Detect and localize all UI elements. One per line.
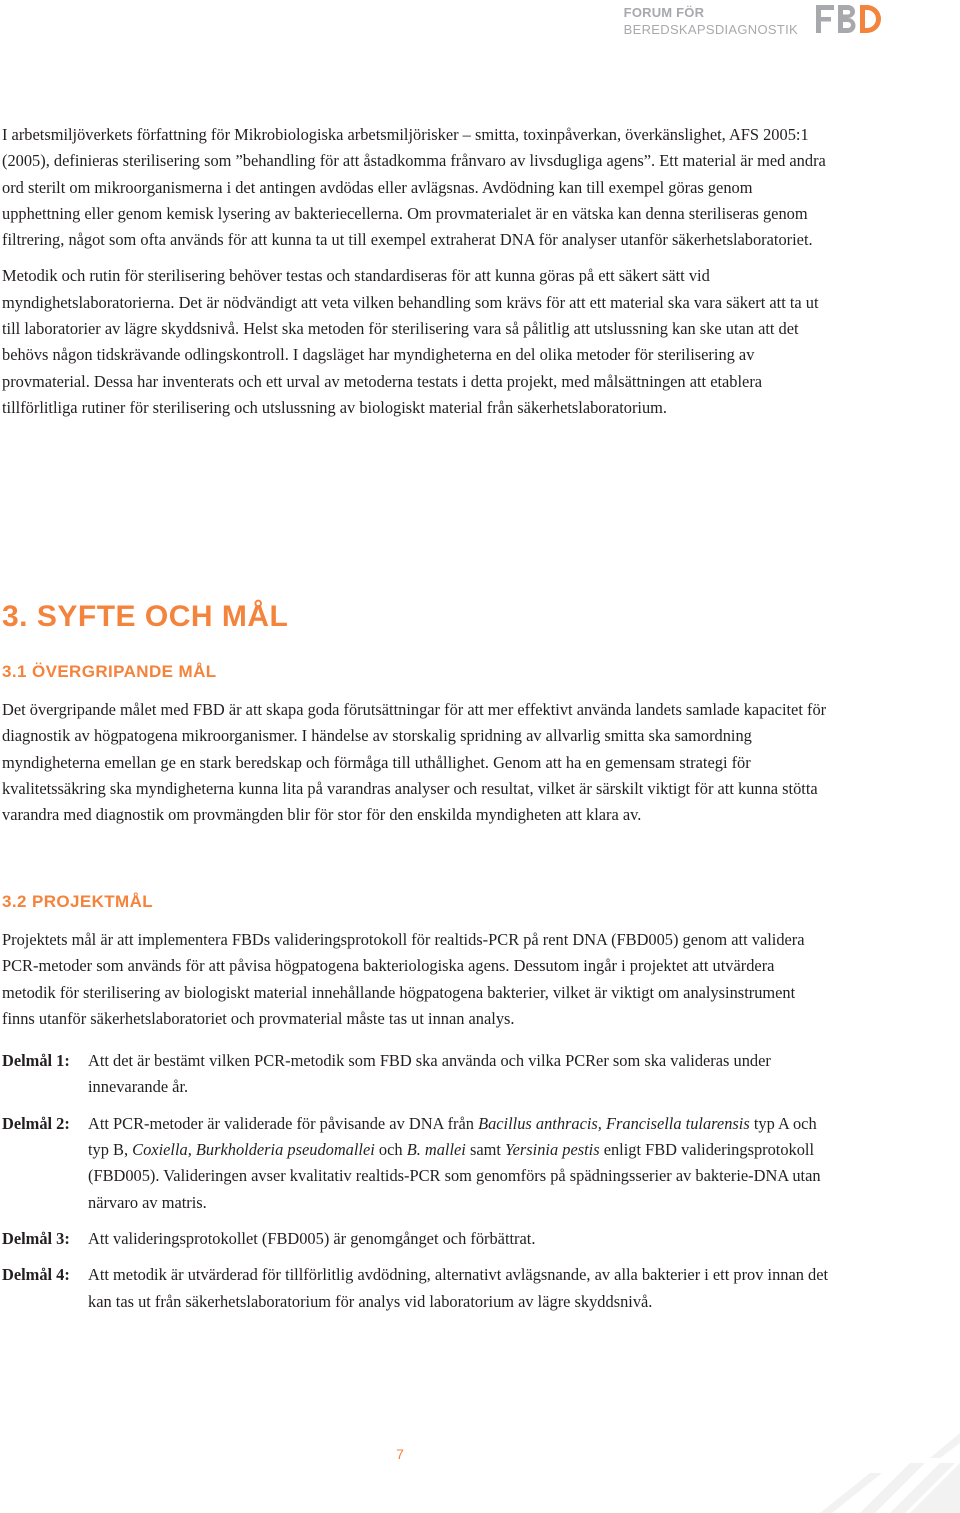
goal-text-part: typ A och typ B, [88,1113,817,1160]
brand-line-1: FORUM FÖR [623,5,705,20]
brand-name [624,4,798,38]
goal-item [2,1048,832,1101]
goal-text [88,1111,832,1216]
goal-item [2,1262,832,1315]
goal-item [2,1226,832,1252]
section-3-1 [2,662,832,828]
overall-goal-paragraph: Det övergripande målet med FBD är att skapa goda förutsättningar för att mer effektivt använda landets samlade kapacitet för diagnostik av högpatogena mikroorganismer. I händelse av storskalig spridning av allvarlig smitta ska samordning myndigheterna emellan ge en stark beredskap och förmåga till uthållighet. Genom att ha en gemensam strategi för kvalitetssäkring ska myndigheterna kunna lita på varandras analyser och resultat, vilket är särskilt viktigt för att kunna stötta varandra med diagnostik om provmängden blir för stor för den enskilda myndigheten att klara av. [2,700,827,825]
goal-text: Att metodik är utvärderad för tillförlitlig avdödning, alternativt avlägsnande, av alla bakterier i ett prov innan det kan tas ut från säkerhetslaboratorium för analys vid laboratorium av lägre skyddsnivå. [88,1265,829,1311]
subsection-title-overall-goal: 3.1 ÖVERGRIPANDE MÅL [2,662,217,681]
goal-text: Att det är bestämt vilken PCR-metodik som FBD ska använda och vilka PCRer som ska valideras under innevarande år. [88,1051,771,1097]
goal-text-part: Att PCR-metoder är validerade för påvisande av DNA från [88,1113,479,1133]
section-3-2 [2,892,832,1325]
intro-section [2,122,832,421]
brand-line-2: BEREDSKAPSDIAGNOSTIK [623,22,798,37]
goal-label: Delmål 3: [2,1228,70,1248]
intro-paragraph-2: Metodik och rutin för sterilisering behöver testas och standardiseras för att kunna göras på ett säkert sätt vid myndighetslaboratorierna. Det är nödvändigt att veta vilken behandling som krävs för att ett material ska vara säkert att ta ut till laboratorier av lägre skyddsnivå. Helst ska metoden för sterilisering vara så pålitlig att utslussning kan ske utan att det behövs någon tidskrävande odlingskontroll. I dagsläget har myndigheterna en del olika metoder för sterilisering av provmaterial. Dessa har inventerats och ett urval av metoderna testats i detta projekt, med målsättningen att etablera tillförlitliga rutiner för sterilisering och utslussning av biologiskt material från säkerhetslaboratorium. [2,266,819,417]
goal-label: Delmål 4: [2,1265,70,1285]
goal-text-part: och [374,1140,407,1160]
page-header [0,0,960,60]
goal-text-part: samt [465,1140,506,1160]
intro-paragraph-1: I arbetsmiljöverkets författning för Mikrobiologiska arbetsmiljörisker – smitta, toxinpåverkan, överkänslighet, AFS 2005:1 (2005), definieras sterilisering som ”behandling för att åstadkomma frånvaro av livsdugliga agens”. Ett material är med andra ord sterilt om mikroorganismerna i det antingen avdödas eller avlägsnas. Avdödning kan till exempel göras genom upphettning eller genom kemisk lysering av bakteriecellerna. Om provmaterialet är en vätska kan denna steriliseras genom filtrering, något som ofta används för att kunna ta ut till exempel extraherat DNA för analyser utanför säkerhetslaboratoriet. [2,125,826,250]
species-name: Yersinia pestis [505,1140,600,1160]
species-name: Coxiella, Burkholderia pseudomallei [132,1140,375,1160]
fbd-logo-icon [816,4,882,34]
goal-label: Delmål 2: [2,1113,70,1133]
goal-text: Att valideringsprotokollet (FBD005) är genomgånget och förbättrat. [88,1228,536,1248]
species-name: Bacillus anthracis, Francisella tularensis [478,1113,750,1133]
project-goal-paragraph: Projektets mål är att implementera FBDs valideringsprotokoll för realtids-PCR på rent DNA (FBD005) genom att validera PCR-metoder som används för att påvisa högpatogena bakteriologiska agens. Dessutom ingår i projektet att utvärdera metodik för sterilisering av biologiskt material innehållande högpatogena bakterier, vilket är viktigt om analysinstrument finns utanför säkerhetslaboratoriet och provmaterial måste tas ut innan analys. [2,930,805,1028]
section-title: 3. SYFTE OCH MÅL [2,600,289,633]
goal-list [2,1048,832,1315]
goal-label: Delmål 1: [2,1051,70,1071]
subsection-title-project-goal: 3.2 PROJEKTMÅL [2,892,154,911]
goal-text-part: enligt FBD valideringsprotokoll (FBD005). Valideringen avser kvalitativ realtids-PCR som genomförs på spädningsserier av bakterie-DNA utan närvaro av matris. [88,1140,821,1212]
goal-item [2,1111,832,1216]
corner-decoration-icon [760,1403,960,1513]
species-name: B. mallei [406,1140,466,1160]
page-number: 7 [396,1446,404,1462]
